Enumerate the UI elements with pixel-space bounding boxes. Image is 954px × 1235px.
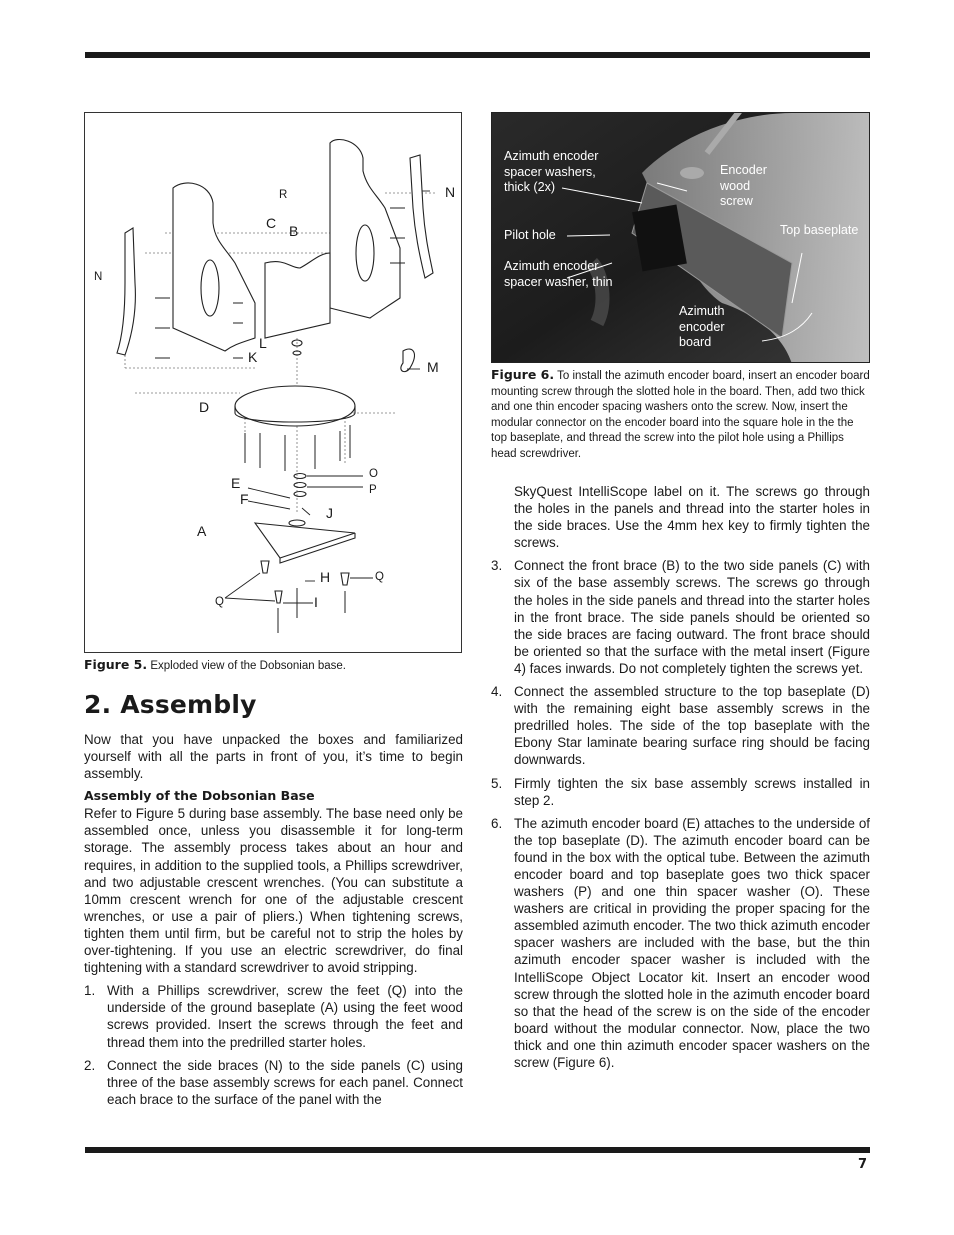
step-number: 5. <box>491 775 503 791</box>
label-m: M <box>427 359 439 375</box>
step-item <box>491 775 870 809</box>
label-spacer-thin: Azimuth encoder spacer washer, thin <box>504 259 613 289</box>
label-q-right: Q <box>375 571 384 583</box>
label-j: J <box>326 505 333 521</box>
subheading: Assembly of the Dobsonian Base <box>84 788 315 804</box>
step-item <box>491 683 870 768</box>
footer-rule <box>85 1147 870 1153</box>
step-item <box>84 1057 463 1108</box>
step-text: Connect the assembled structure to the top baseplate (D) with the remaining eight base assembly screws in the predrilled holes. The side of the top baseplate with the Ebony Star laminate bearing surface ring should be facing downwards. <box>514 684 870 768</box>
label-encoder-screw: Encoder wood screw <box>720 163 767 209</box>
label-i: I <box>314 594 318 610</box>
step-text: Firmly tighten the six base assembly screws installed in step 2. <box>514 775 870 808</box>
label-r: R <box>279 189 288 201</box>
section-title: 2. Assembly <box>84 690 257 719</box>
figure-5-caption-text: Exploded view of the Dobsonian base. <box>150 660 346 672</box>
label-d: D <box>199 399 210 415</box>
header-rule <box>85 52 870 58</box>
step-number: 3. <box>491 558 503 574</box>
intro-paragraph: Now that you have unpacked the boxes and familiarized yourself with all the parts in front of you, it’s time to begin assembly. <box>84 732 463 782</box>
figure-6-photo <box>491 112 870 363</box>
figure-5-exploded-diagram <box>84 112 462 653</box>
step-item <box>84 982 463 1050</box>
dobsonian-base-drawing <box>85 113 463 654</box>
steps-list-left <box>84 982 463 1108</box>
figure-6-caption <box>491 367 870 462</box>
label-a: A <box>197 523 207 539</box>
figure-6-caption-text: To install the azimuth encoder board, insert an encoder board mounting screw through the slotted hole in the board. Then, add two thick and one thin encoder spacing washers onto the screw. Now, insert the modular connector on the encoder board into the square hole in the the top baseplate, and thread the screw into the pilot hole using a Phillips head screwdriver. <box>491 370 870 460</box>
left-column <box>84 731 463 1114</box>
label-spacer-thick: Azimuth encoder spacer washers, thick (2x) <box>504 149 599 195</box>
step-text: Connect the side braces (N) to the side panels (C) using three of the base assembly screws for each panel. Connect each brace to the surface of the panel with the <box>107 1057 463 1107</box>
label-e: E <box>231 475 241 491</box>
step-text: The azimuth encoder board (E) attaches to the underside of the top baseplate (D). The azimuth encoder board can be found in the box with the optical tube. Between the azimuth encoder board and top baseplate goes two thick spacer washers (P) and one thin spacer washer (O). These washers are critical in providing the proper spacing for the assembled azimuth encoder. The two thick azimuth encoder spacer washers are included with the base, but the thin azimuth encoder spacer washer is included with the IntelliScope Object Locator kit. Insert an encoder wood screw through the slotted hole in the azimuth encoder board so that the head of the screw is on the side of the encoder board without the modular connector. Now, place the two thick and one thin azimuth encoder spacer washers on the screw (Figure 6). <box>514 815 870 1070</box>
step-number: 1. <box>84 983 96 999</box>
step-item <box>491 557 870 677</box>
step-text: Connect the front brace (B) to the two side panels (C) with six of the base assembly screws. The screws go through the holes in the side panels and thread into the starter holes in the front brace. The side panels should be oriented so the side braces are facing outward. The front brace should be oriented so that the surface with the metal insert (Figure 4) faces inwards. Do not completely tighten the screws yet. <box>514 558 870 676</box>
step-number: 4. <box>491 684 503 700</box>
right-column <box>491 483 870 1077</box>
label-p: P <box>369 484 377 496</box>
figure-6-caption-label: Figure 6. <box>491 367 555 382</box>
figure-5-caption <box>84 657 462 675</box>
step-text: With a Phillips screwdriver, screw the feet (Q) into the underside of the ground baseplate (A) using the feet wood screws provided. Insert the screws through the feet and thread them into the predrilled starter holes. <box>107 983 463 1050</box>
page-number: 7 <box>858 1157 868 1172</box>
figure-5-caption-label: Figure 5. <box>84 657 148 672</box>
label-n-left: N <box>94 271 103 283</box>
label-o: O <box>369 468 378 480</box>
step-item <box>491 815 870 1071</box>
label-b: B <box>289 223 299 239</box>
label-q-left: Q <box>215 596 224 608</box>
subintro-paragraph: Refer to Figure 5 during base assembly. The base need only be assembled once, unless you disassemble it for long-term storage. The assembly process takes about an hour and requires, in addition to the supplied tools, a Phillips screwdriver, and two adjustable crescent wrenches. (You can substitute a 10mm crescent wrench for one of the adjustable crescent wrenches, or use a pair of pliers.) When tightening screws, tighten them until firm, but be careful not to strip the holes by over-tightening. If you use an electric screwdriver, do final tightening with a standard screwdriver to avoid stripping. <box>84 806 463 976</box>
step-number: 6. <box>491 815 503 831</box>
label-pilot-hole: Pilot hole <box>504 228 556 242</box>
label-encoder-board: Azimuth encoder board <box>679 304 725 350</box>
label-k: K <box>248 349 258 365</box>
label-f: F <box>240 491 249 507</box>
label-l: L <box>259 335 267 351</box>
label-n-right: N <box>445 184 456 200</box>
label-top-baseplate: Top baseplate <box>780 223 859 237</box>
label-h: H <box>320 569 331 585</box>
steps-list-right <box>491 557 870 1071</box>
label-c: C <box>266 215 277 231</box>
step-number: 2. <box>84 1057 96 1073</box>
step-2-continued: SkyQuest IntelliScope label on it. The screws go through the holes in the panels and thread into the starter holes in the side braces. Use the 4mm hex key to firmly tighten the screws. <box>514 484 870 551</box>
